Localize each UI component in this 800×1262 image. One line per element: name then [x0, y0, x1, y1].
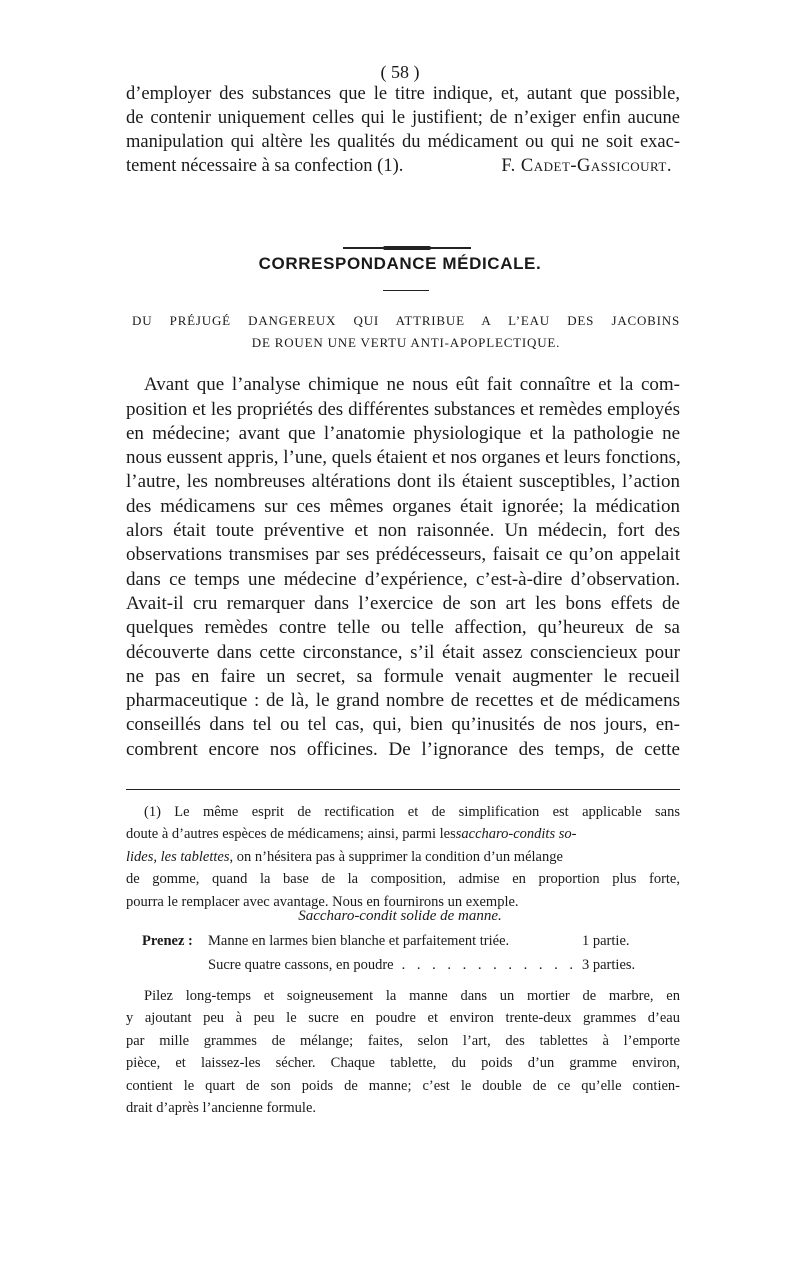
text-line — [126, 154, 680, 178]
method-line: Pilez long-temps et soigneusement la manne dans un mortier de marbre, en — [144, 987, 680, 1004]
footnote-line: doute à d’autres espèces de médicamens; ainsi, parmi les saccharo-condits so- — [126, 826, 577, 842]
intro-paragraph — [126, 82, 680, 178]
text-line: découverte dans cette circonstance, s’il était assez consciencieux pour — [126, 641, 680, 663]
intro-last-line: tement nécessaire à sa confection (1). — [126, 156, 404, 176]
footnote-emphasis: saccharo-condits so- — [455, 826, 577, 842]
text-line: alors était toute préventive et non raisonnée. Un médecin, fort des — [126, 520, 680, 542]
method-line: par mille grammes de mélange; faites, selon l’art, des tablettes à l’emporte — [126, 1032, 680, 1049]
text-line: pharmaceutique : de là, le grand nombre de recettes et de médicamens — [126, 690, 680, 712]
method-paragraph — [126, 982, 680, 1117]
section-title: CORRESPONDANCE MÉDICALE. — [258, 254, 542, 273]
recipe-title: Saccharo-condit solide de manne. — [298, 908, 502, 924]
ornamental-rule — [343, 246, 471, 250]
text-line: nous eussent appris, l’une, quels étaient et nos organes et leurs fonctions, — [126, 447, 681, 469]
body-paragraph — [126, 372, 680, 761]
text-line: conseillés dans tel ou tel cas, qui, bien qu’inusités de nos jours, en- — [126, 714, 680, 736]
text-line: observations transmises par ses prédécesseurs, faisait ce qu’on appelait — [126, 544, 680, 566]
text-line: Avant que l’analyse chimique ne nous eût fait connaître et la com- — [144, 374, 680, 396]
text-line: de contenir uniquement celles qui le justifient; de n’exiger enfin aucune — [126, 108, 680, 128]
leader-dots: . . . . . . . . . . . . — [401, 957, 577, 973]
footnote-line: de gomme, quand la base de la composition, admise en proportion plus forte, — [126, 871, 680, 887]
divider — [383, 290, 429, 291]
footnote-line: lides, les tablettes , on n’hésitera pas à supprimer la condition d’un mélange — [126, 848, 563, 865]
footnote-rule — [126, 789, 680, 790]
method-line: drait d’après l’ancienne formule. — [126, 1100, 317, 1116]
footnote-line: pourra le remplacer avec avantage. Nous en fournirons un exemple. — [126, 893, 519, 910]
text-line: dans ce temps une médecine d’expérience, c’est-à-dire d’observation. — [126, 568, 680, 590]
recipe-quantity: 1 partie. — [582, 933, 630, 949]
text-line: combrent encore nos officines. De l’ignorance des temps, de cette — [126, 738, 680, 760]
footnote — [126, 798, 680, 911]
method-line: contient le quart de son poids de manne; c’est le double de ce qu’elle contien- — [126, 1077, 680, 1094]
method-line: y ajoutant peu à peu le sucre en poudre et environ trente-deux grammes d’eau — [126, 1010, 680, 1026]
text-line: en médecine; avant que l’anatomie physiologique et la pathologie ne — [126, 422, 680, 444]
recipe-ingredient: Manne en larmes bien blanche et parfaitement triée. — [208, 933, 510, 949]
text-line: manipulation qui altère les qualités du médicament ou qui ne soit exac- — [126, 132, 680, 152]
text-line: ne pas en faire un secret, sa formule venait augmenter le recueil — [126, 665, 680, 687]
article-title-line: DE ROUEN UNE VERTU ANTI-APOPLECTIQUE. — [251, 335, 561, 350]
page-number: ( 58 ) — [380, 62, 420, 82]
recipe-label: Prenez : — [142, 933, 193, 949]
text-line: l’autre, les nombreuses altérations dont ils étaient susceptibles, l’action — [126, 471, 680, 493]
recipe-ingredient: Sucre quatre cassons, en poudre . . . . . . . . . . . . — [208, 957, 582, 974]
recipe-row — [142, 933, 658, 950]
article-title-line: DU PRÉJUGÉ DANGEREUX QUI ATTRIBUE A L’EAU DES JACOBINS — [132, 313, 680, 328]
text-line: position et les propriétés des différentes substances et remèdes employés — [126, 398, 680, 420]
recipe-row — [142, 957, 658, 974]
article-title — [132, 310, 680, 354]
text-line: quelques remèdes contre telle ou telle affection, qu’heureux de sa — [126, 617, 680, 639]
recipe-quantity: 3 parties. — [582, 957, 636, 973]
footnote-line: (1) Le même esprit de rectification et de simplification est applicable sans — [144, 803, 680, 820]
signature: F. Cadet-Gassicourt. — [501, 156, 672, 176]
text-line: des médicamens sur ces mêmes organes était ignorée; la médication — [126, 495, 680, 517]
footnote-emphasis: lides, les tablettes — [126, 848, 230, 865]
text-line: d’employer des substances que le titre indique, et, autant que possible, — [126, 84, 680, 104]
text-line: Avait-il cru remarquer dans l’exercice de son art les bons effets de — [126, 592, 680, 614]
method-line: pièce, et laissez-les sécher. Chaque tablette, du poids d’un gramme environ, — [126, 1055, 680, 1071]
